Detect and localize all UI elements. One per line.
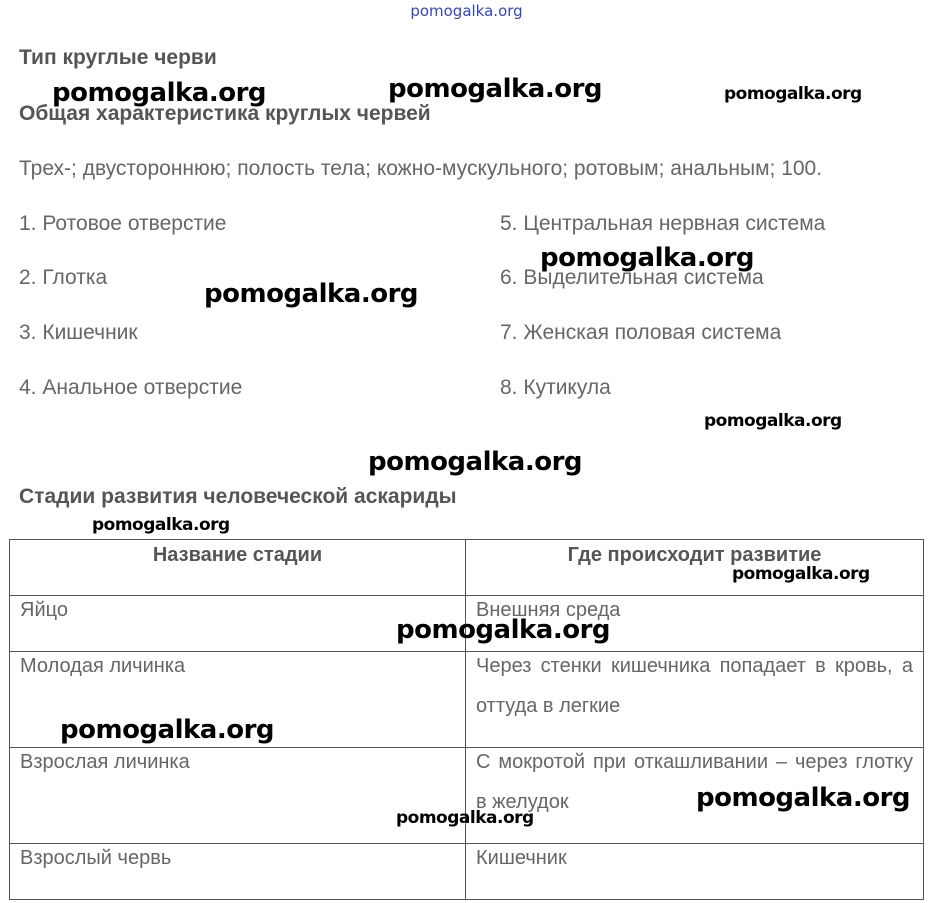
table-row	[10, 844, 924, 900]
stage-cell: Молодая личинка	[10, 652, 466, 748]
place-cell: С мокротой при откашливании – через глотку в желудок	[466, 748, 924, 844]
watermark: pomogalka.org	[396, 615, 611, 645]
watermark: pomogalka.org	[696, 783, 911, 813]
watermark: pomogalka.org	[368, 447, 583, 477]
stage-cell: Яйцо	[10, 596, 466, 652]
structure-item-6: 6. Выделительная система	[500, 266, 764, 289]
table-header-place: Где происходит развитие	[466, 540, 924, 596]
stage-cell: Взрослая личинка	[10, 748, 466, 844]
structure-item-4: 4. Анальное отверстие	[19, 376, 243, 399]
section-heading-characteristics: Общая характеристика круглых червей	[19, 102, 431, 125]
watermark: pomogalka.org	[204, 279, 419, 309]
watermark: pomogalka.org	[724, 84, 862, 104]
structure-item-8: 8. Кутикула	[500, 376, 611, 399]
page-title: Тип круглые черви	[19, 46, 217, 69]
table-header-stage: Название стадии	[10, 540, 466, 596]
watermark: pomogalka.org	[704, 411, 842, 431]
top-watermark: pomogalka.org	[410, 2, 523, 20]
structure-item-2: 2. Глотка	[19, 266, 108, 289]
place-cell: Внешняя среда	[466, 596, 924, 652]
answer-text: Трех-; двустороннюю; полость тела; кожно-мускульного; ротовым; анальным; 100.	[19, 157, 823, 180]
watermark: pomogalka.org	[60, 715, 275, 745]
structure-item-3: 3. Кишечник	[19, 321, 138, 344]
watermark: pomogalka.org	[732, 564, 870, 584]
structure-item-7: 7. Женская половая система	[500, 321, 782, 344]
watermark: pomogalka.org	[540, 243, 755, 273]
structure-item-5: 5. Центральная нервная система	[500, 212, 826, 235]
watermark: pomogalka.org	[52, 78, 267, 108]
watermark: pomogalka.org	[92, 515, 230, 535]
stage-cell: Взрослый червь	[10, 844, 466, 900]
watermark: pomogalka.org	[388, 74, 603, 104]
watermark: pomogalka.org	[396, 808, 534, 828]
section-heading-stages: Стадии развития человеческой аскариды	[19, 485, 457, 508]
place-cell: Через стенки кишечника попадает в кровь, а оттуда в легкие	[466, 652, 924, 748]
structure-item-1: 1. Ротовое отверстие	[19, 212, 227, 235]
place-cell: Кишечник	[466, 844, 924, 900]
